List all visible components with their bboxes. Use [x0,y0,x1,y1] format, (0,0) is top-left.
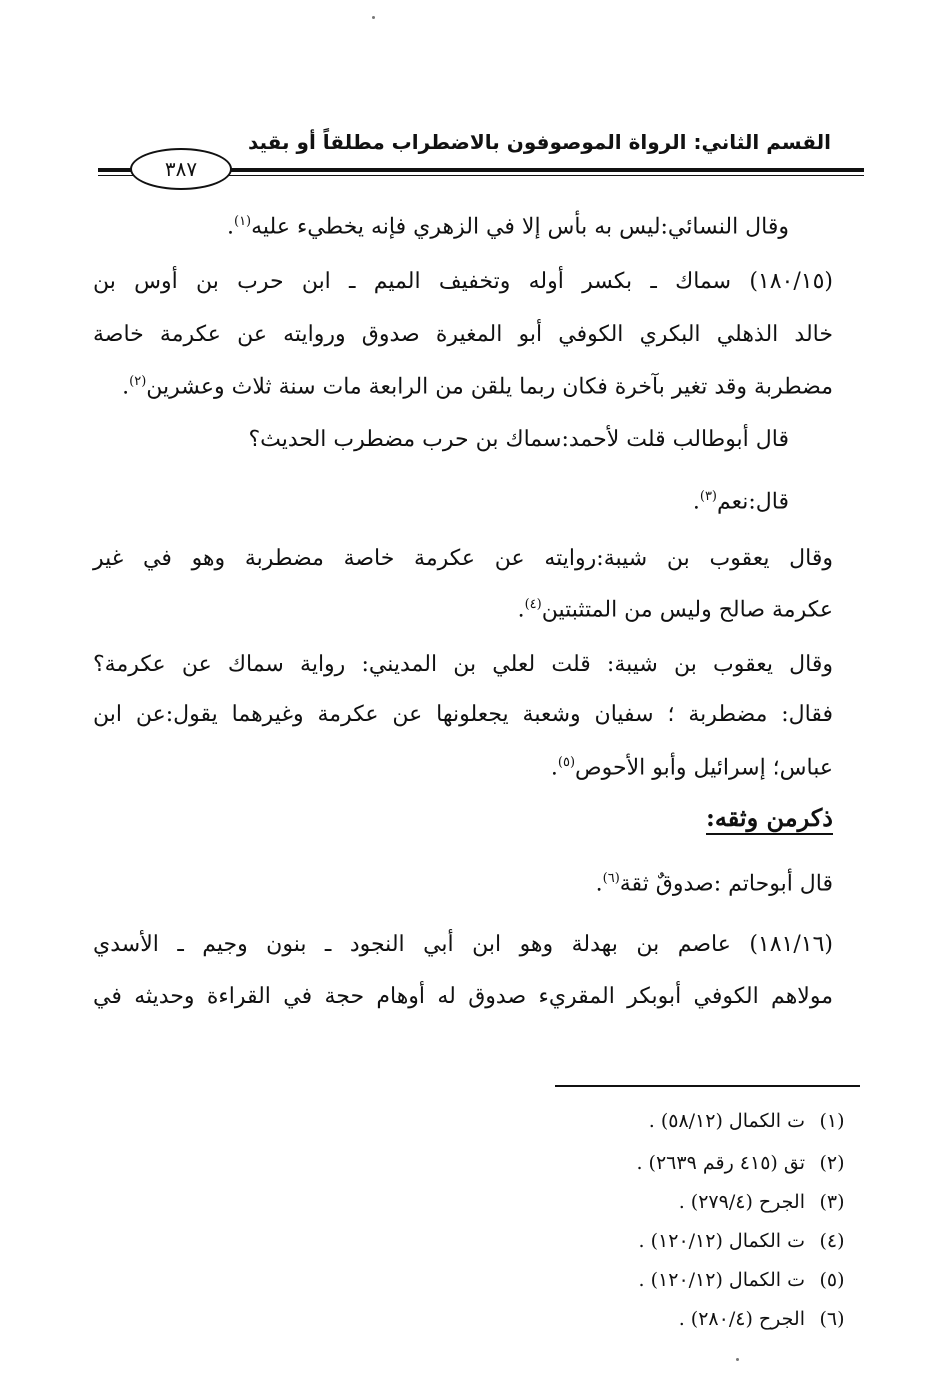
footnote [519,1306,859,1332]
footnote [519,1189,859,1215]
footnote-ref: (٦) [602,871,620,886]
text-line: خالد الذهلي البكري الكوفي أبو المغيرة صدوق وروايته عن عكرمة خاصة [93,322,833,347]
text-line: عباس؛ إسرائيل وأبو الأحوص$^{(٥)}$. [550,755,833,781]
footnote-text: ت الكمال (١٢٠/١٢) . [638,1269,805,1291]
text-line: فقال: مضطربة ؛ سفيان وشعبة يجعلونها عن عكرمة وغيرهما يقول:عن ابن [93,702,833,727]
footnote-text: ت الكمال (٥٨/١٢) . [648,1110,805,1132]
footnote-number: (٦) [819,1308,845,1330]
running-header: القسم الثاني: الرواة الموصوفون بالاضطراب مطلقاً أو بقيد [247,130,831,154]
text-line: عكرمة صالح وليس من المتثبتين$^{(٤)}$. [517,597,833,623]
footnote-text: الجرح (٢٧٩/٤) . [678,1191,805,1213]
page-number [130,148,232,190]
footnote-ref: (١) [233,214,252,229]
footnote-ref: (٣) [699,489,717,504]
text-line: (١٨٠/١٥) سماك ـ بكسر أوله وتخفيف الميم ـ ابن حرب بن أوس بن [93,269,833,294]
text-line: وقال يعقوب بن شيبة: قلت لعلي بن المديني: رواية سماك عن عكرمة؟ [93,652,833,677]
footnote-rule [555,1085,860,1087]
footnote-number: (٢) [819,1152,845,1174]
scan-speck [372,16,375,19]
page-number-text: ٣٨٧ [164,157,198,181]
text-line: (١٨١/١٦) عاصم بن بهدلة وهو ابن أبي النجود ـ بنون وجيم ـ الأسدي [93,932,833,957]
footnote [519,1228,859,1254]
footnote [519,1267,859,1293]
footnote [519,1108,859,1134]
text-line: قال أبوطالب قلت لأحمد:سماك بن حرب مضطرب الحديث؟ [248,427,789,452]
text-line: قال أبوحاتم :صدوقٌ ثقة$^{(٦)}$. [595,871,833,897]
text-line: قال:نعم$^{(٣)}$. [692,489,789,515]
footnote-number: (٣) [819,1191,845,1213]
footnote-number: (٤) [819,1230,845,1252]
footnote-number: (١) [819,1110,845,1132]
text-line: وقال النسائي:ليس به بأس إلا في الزهري فإنه يخطيء عليه$^{(١)}$. [226,214,789,240]
text-line: مولاهم الكوفي أبوبكر المقريء صدوق له أوهام حجة في القراءة وحديثه في [93,984,833,1009]
section-heading: ذكرمن وثقه: [706,803,833,835]
footnote-text: الجرح (٢٨٠/٤) . [678,1308,805,1330]
footnote-number: (٥) [819,1269,845,1291]
footnote-ref: (٢) [129,374,147,389]
text-line: وقال يعقوب بن شيبة:روايته عن عكرمة خاصة مضطربة وهو في غير [93,546,833,571]
footnote [519,1150,859,1176]
scan-speck [736,1358,739,1361]
text-line: مضطربة وقد تغير بآخرة فكان ربما يلقن من الرابعة مات سنة ثلاث وعشرين$^{(٢)}$. [122,374,833,400]
footnote-ref: (٤) [524,597,542,612]
footnote-text: تق (٤١٥ رقم ٢٦٣٩) . [636,1152,805,1174]
footnote-ref: (٥) [557,755,576,770]
footnote-text: ت الكمال (١٢٠/١٢) . [638,1230,805,1252]
